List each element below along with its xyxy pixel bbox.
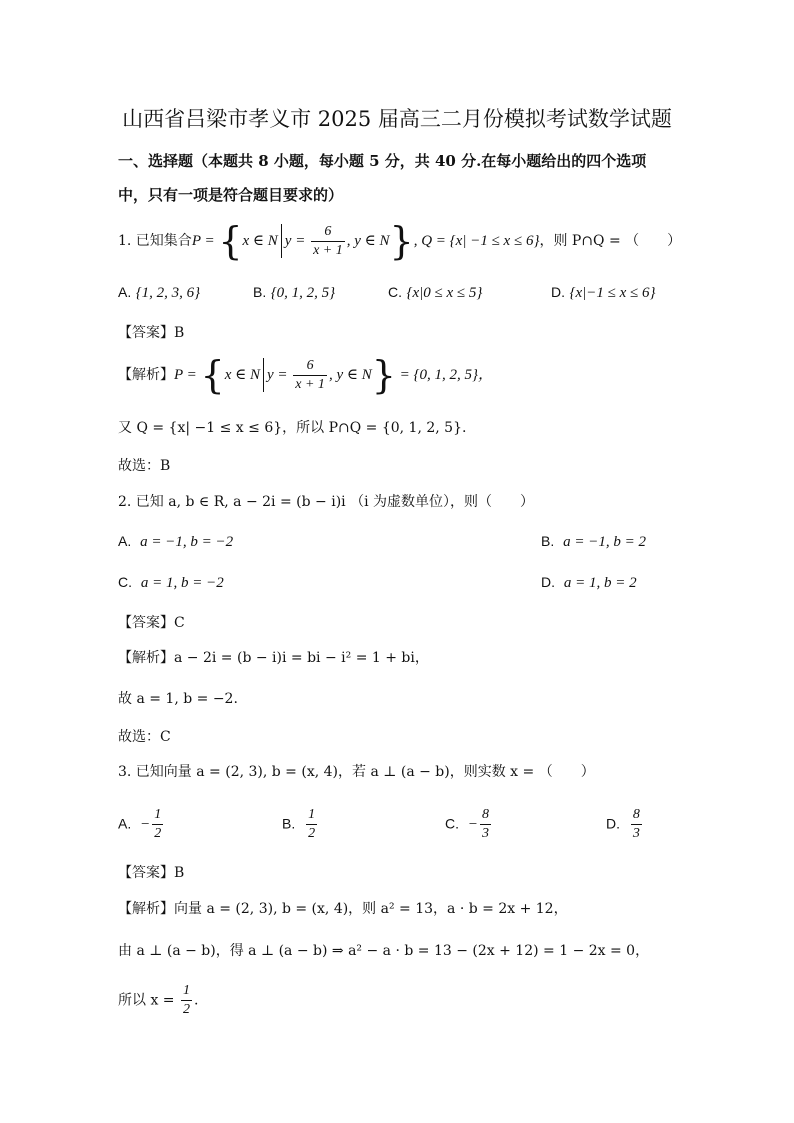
fraction: $\frac{1}{2}$ bbox=[182, 983, 190, 1017]
left-brace-icon: { bbox=[218, 219, 243, 263]
left-brace-icon: { bbox=[200, 353, 225, 397]
q2-option-d: D. a = 1, b = 2 bbox=[541, 574, 637, 591]
question-2-stem: 2. 已知 a, b ∈ R, a − 2i = (b − i)i （i 为虚数单位），则（ ） bbox=[118, 494, 535, 510]
question-1-prefix: 1. 已知集合 bbox=[118, 233, 192, 249]
q2-solution-line2: 故 a = 1, b = −2. bbox=[118, 691, 238, 707]
set-p-y: y = bbox=[284, 233, 310, 249]
fraction: $\frac{6}{x + 1}$ bbox=[295, 357, 325, 392]
question-3-stem: 3. 已知向量 a = (2, 3), b = (x, 4)，若 a ⊥ (a − b)，则实数 x = （ ） bbox=[118, 764, 595, 780]
fraction: $\frac{6}{x + 1}$ bbox=[313, 223, 343, 258]
q1-option-a: A. {1, 2, 3, 6} bbox=[118, 284, 201, 301]
q3-solution-line3: 所以 x = $\frac{1}{2}$ . bbox=[118, 983, 199, 1017]
q3-answer: 【答案】B bbox=[118, 865, 185, 881]
q2-answer: 【答案】C bbox=[118, 615, 185, 631]
q1-answer: 【答案】B bbox=[118, 325, 185, 341]
q1-option-b: B. {0, 1, 2, 5} bbox=[253, 284, 336, 301]
q2-option-b: B. a = −1, b = 2 bbox=[541, 533, 647, 550]
q1-solution-line2: 又 Q = {x| −1 ≤ x ≤ 6}，所以 P∩Q = {0, 1, 2, 5}. bbox=[118, 420, 467, 436]
set-bar-icon bbox=[281, 224, 282, 258]
section-heading-line2: 中，只有一项是符合题目要求的） bbox=[118, 186, 344, 204]
q3-solution-line1: 【解析】向量 a = (2, 3), b = (x, 4)，则 a² = 13，a · b = 2x + 12， bbox=[118, 901, 568, 917]
set-q: , Q = {x| −1 ≤ x ≤ 6} bbox=[413, 233, 540, 249]
q3-solution-line2: 由 a ⊥ (a − b)，得 a ⊥ (a − b) ⇒ a² − a · b = 13 − (2x + 12) = 1 − 2x = 0， bbox=[118, 943, 650, 959]
section-heading-line1: 一、选择题（本题共 8 小题，每小题 5 分，共 40 分.在每小题给出的四个选项 bbox=[118, 152, 647, 170]
q2-option-a: A. a = −1, b = −2 bbox=[118, 533, 234, 550]
q2-solution-line1: 【解析】a − 2i = (b − i)i = bi − i² = 1 + bi， bbox=[118, 650, 429, 666]
question-1-stem bbox=[118, 219, 682, 263]
q1-option-d: D. {x|−1 ≤ x ≤ 6} bbox=[551, 284, 656, 301]
q3-option-a: A. − $\frac{1}{2}$ bbox=[118, 807, 162, 841]
q1-solution-line1: 【解析】P = {x ∈ N y = $\frac{6}{x + 1}$ , y ∈ N} = {0, 1, 2, 5}， bbox=[118, 353, 494, 397]
q1-option-c: C. {x|0 ≤ x ≤ 5} bbox=[388, 284, 483, 301]
q2-option-c: C. a = 1, b = −2 bbox=[118, 574, 224, 591]
q3-option-d: D. $\frac{8}{3}$ bbox=[606, 807, 640, 841]
q2-conclusion: 故选：C bbox=[118, 729, 171, 745]
set-bar-icon bbox=[263, 358, 264, 392]
set-p-tail: , y ∈ N bbox=[346, 233, 390, 249]
right-brace-icon: } bbox=[371, 353, 396, 397]
set-p-lead: P = bbox=[191, 233, 219, 249]
q3-option-b: B. $\frac{1}{2}$ bbox=[282, 807, 316, 841]
page-title: 山西省吕梁市孝义市 2025 届高三二月份模拟考试数学试题 bbox=[122, 107, 672, 131]
q3-option-c: C. − $\frac{8}{3}$ bbox=[445, 807, 490, 841]
q1-conclusion: 故选：B bbox=[118, 458, 171, 474]
right-brace-icon: } bbox=[389, 219, 414, 263]
question-1-ask: ，则 P∩Q = （ ） bbox=[539, 233, 682, 249]
set-p-element: x ∈ N bbox=[242, 233, 278, 249]
